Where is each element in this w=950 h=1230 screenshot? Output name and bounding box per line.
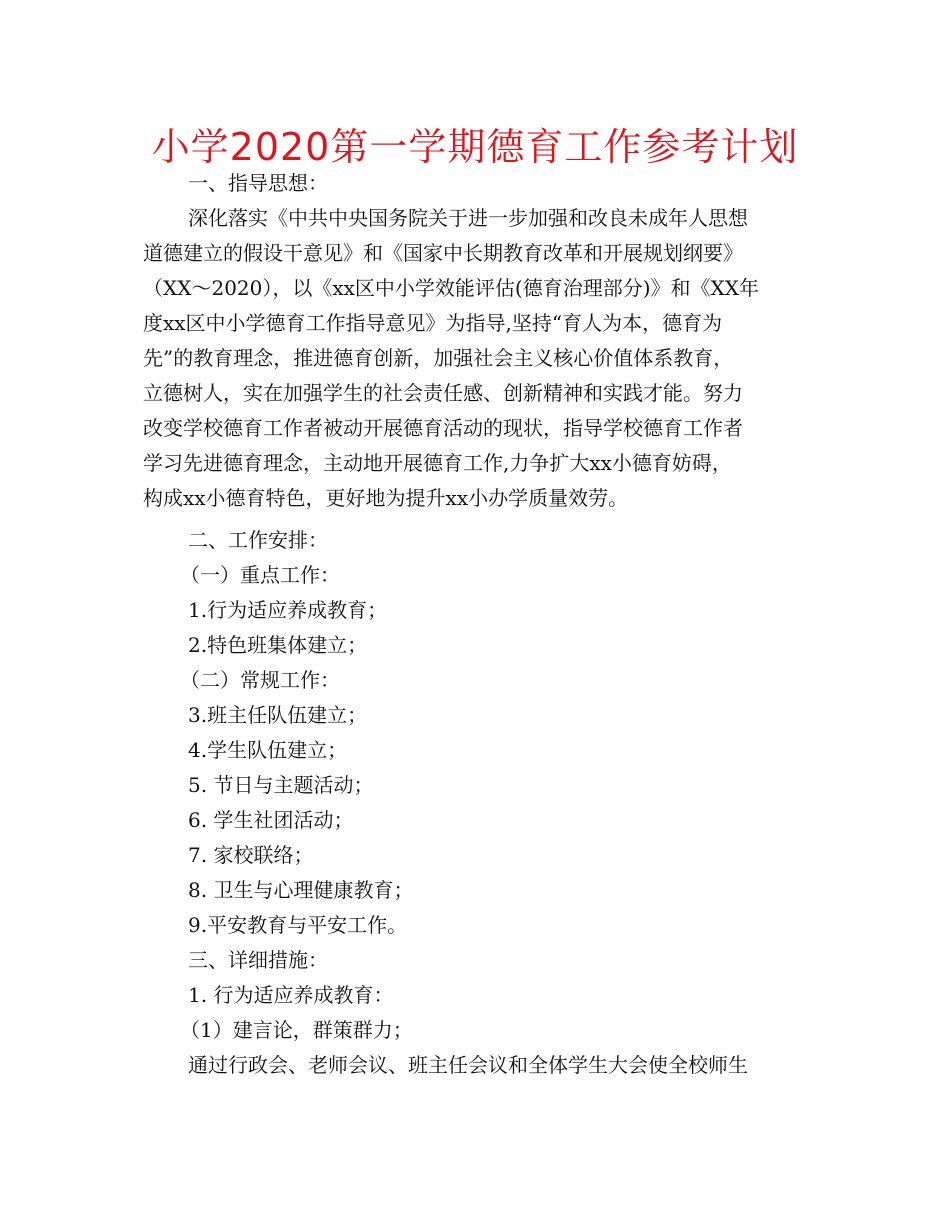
list-item: 8. 卫生与心理健康教育； (188, 878, 414, 902)
paragraph-line: 道德建立的假设干意见》和《国家中长期教育改革和开展规划纲要》 (143, 241, 743, 265)
paragraph-line: 深化落实《中共中央国务院关于进一步加强和改良未成年人思想 (188, 206, 748, 230)
list-item: 9.平安教育与平安工作。 (188, 913, 408, 937)
section-heading-guiding-thought: 一、指导思想： (188, 171, 328, 195)
paragraph-line: 先”的教育理念，推进德育创新，加强社会主义核心价值体系教育， (143, 346, 734, 370)
list-item: 5. 节日与主题活动； (188, 773, 374, 797)
paragraph-line: 度xx区中小学德育工作指导意见》为指导,坚持“育人为本，德育为 (143, 311, 723, 335)
list-item: 1.行为适应养成教育； (188, 598, 388, 622)
list-item: 3.班主任队伍建立； (188, 703, 368, 727)
subsection-heading: （二）常规工作： (180, 668, 340, 692)
paragraph-line: 通过行政会、老师会议、班主任会议和全体学生大会使全校师生 (188, 1053, 748, 1077)
paragraph-line: 构成xx小德育特色，更好地为提升xx小办学质量效劳。 (143, 486, 629, 510)
list-item: 1. 行为适应养成教育： (188, 983, 394, 1007)
subsection-heading: （一）重点工作： (180, 563, 340, 587)
list-item: 2.特色班集体建立； (188, 633, 368, 657)
paragraph-line: 改变学校德育工作者被动开展德育活动的现状，指导学校德育工作者 (143, 416, 743, 440)
section-heading-work-arrangement: 二、工作安排： (188, 528, 328, 552)
list-item: 7. 家校联络； (188, 843, 314, 867)
list-item: 6. 学生社团活动； (188, 808, 354, 832)
paragraph-line: 立德树人，实在加强学生的社会责任感、创新精神和实践才能。努力 (143, 381, 743, 405)
list-item: 4.学生队伍建立； (188, 738, 348, 762)
document-title: 小学2020第一学期德育工作参考计划 (151, 125, 799, 169)
paragraph-line: 学习先进德育理念，主动地开展德育工作,力争扩大xx小德育妨碍， (143, 451, 732, 475)
paragraph-line: （XX～2020），以《xx区中小学效能评估(德育治理部分)》和《XX年 (143, 276, 760, 300)
subsection-heading: （1）建言论，群策群力； (180, 1018, 413, 1042)
section-heading-detailed-measures: 三、详细措施： (188, 948, 328, 972)
